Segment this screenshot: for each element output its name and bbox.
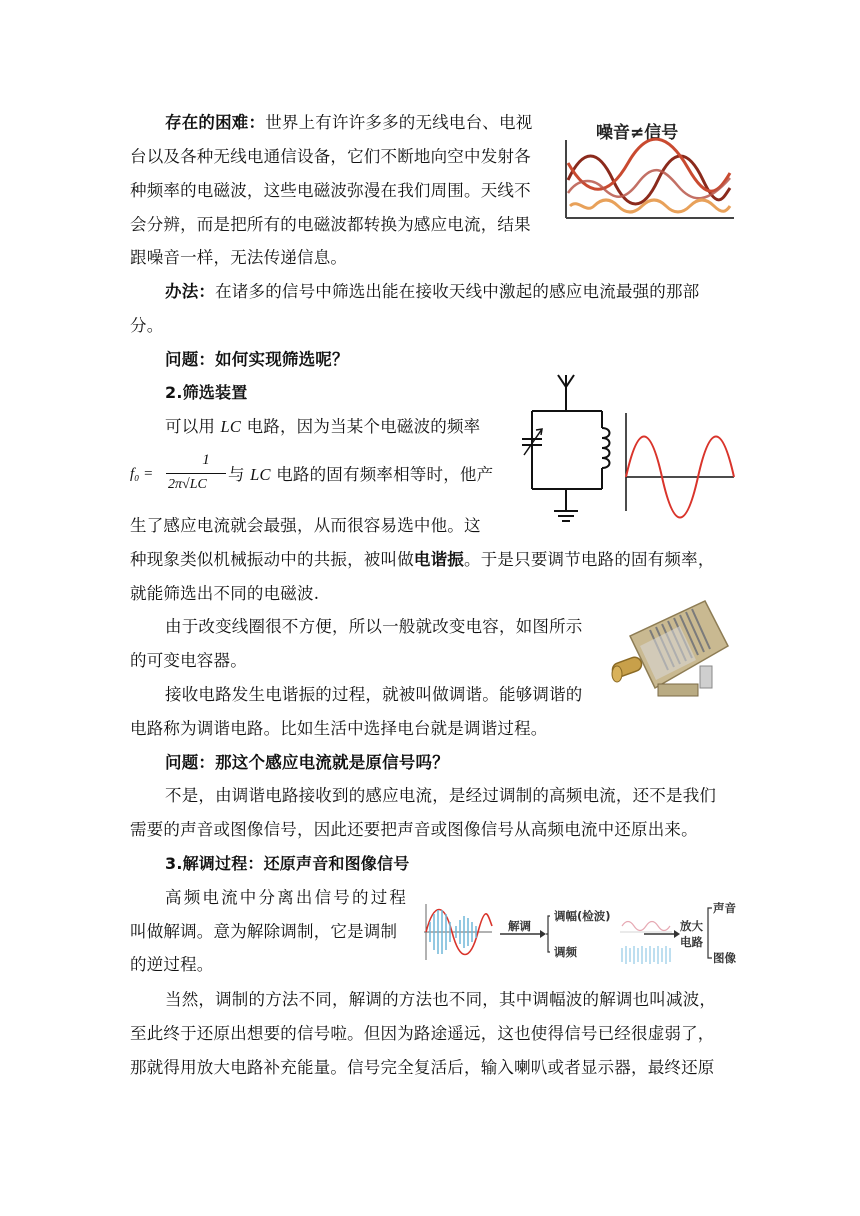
para5-line1: 接收电路发生电谐振的过程，就被叫做调谐。能够调谐的 (165, 685, 583, 704)
para4-line1: 由于改变线圈很不方便，所以一般就改变电容，如图所示 (165, 617, 583, 636)
para5-line2: 电路称为调谐电路。比如生活中选择电台就是调谐过程。 (130, 719, 548, 738)
para3-line2: 与 LC 电路的固有频率相等时，他产 (228, 465, 494, 484)
heading-2: 2.筛选装置 (165, 383, 248, 402)
question-1: 问题：如何实现筛选呢？ (165, 350, 349, 369)
heading-3: 3.解调过程：还原声音和图像信号 (165, 854, 410, 873)
variable-capacitor-graphic (610, 596, 732, 711)
para7-line1: 高频电流中分离出信号的过程 (165, 888, 409, 907)
para2-line2: 分。 (130, 316, 164, 335)
para6-line2: 需要的声音或图像信号，因此还要把声音或图像信号从高频电流中还原出来。 (130, 820, 698, 839)
para2-line1: 办法：在诸多的信号中筛选出能在接收天线中激起的感应电流最强的那部 (165, 282, 700, 301)
method-label: 办法： (165, 282, 216, 301)
electric-resonance-term: 电谐振 (413, 550, 465, 569)
question-2: 问题：那这个感应电流就是原信号吗？ (165, 753, 449, 772)
lc-circuit-figure (520, 373, 740, 531)
para6-line1: 不是，由调谐电路接收到的感应电流，是经过调制的高频电流，还不是我们 (165, 786, 717, 805)
formula-denominator: 2π√LC (168, 477, 207, 492)
para8-line3: 那就得用放大电路补充能量。信号完全复活后，输入喇叭或者显示器，最终还原 (130, 1058, 715, 1077)
para3-line1: 可以用 LC 电路，因为当某个电磁波的频率 (165, 417, 481, 436)
demodulation-graphic (422, 896, 742, 968)
fm-label: 调频 (554, 945, 577, 959)
para3-line4: 种现象类似机械振动中的共振，被叫做电谐振。于是只要调节电路的固有频率， (130, 550, 715, 569)
formula-numerator: 1 (202, 452, 210, 468)
demodulation-figure (422, 896, 742, 968)
noise-signal-figure (558, 118, 738, 226)
formula-lhs: f₀ = (130, 466, 154, 482)
lc-circuit-graphic (520, 373, 740, 531)
amp-label-1: 放大 (680, 919, 703, 933)
para7-line3: 的逆过程。 (130, 955, 214, 974)
para8-line1: 当然，调制的方法不同，解调的方法也不同，其中调幅波的解调也叫减波， (165, 990, 717, 1009)
para3-line3: 生了感应电流就会最强，从而很容易选中他。这 (130, 516, 481, 535)
sound-label: 声音 (713, 901, 736, 915)
demod-label: 解调 (508, 919, 531, 933)
para1-line2: 台以及各种无线电通信设备，它们不断地向空中发射各 (130, 147, 531, 166)
para7-line2: 叫做解调。意为解除调制，它是调制 (130, 922, 398, 941)
noise-signal-graphic (558, 118, 738, 226)
amp-label-2: 电路 (680, 935, 703, 949)
noise-figure-title: 噪音≠信号 (596, 123, 679, 143)
para1-line5: 跟噪音一样，无法传递信息。 (130, 248, 348, 267)
para4-line2: 的可变电容器。 (130, 651, 247, 670)
para1-line4: 会分辨，而是把所有的电磁波都转换为感应电流，结果 (130, 215, 531, 234)
para8-line2: 至此终于还原出想要的信号啦。但因为路途遥远，这也使得信号已经很虚弱了， (130, 1024, 715, 1043)
difficulty-label: 存在的困难： (165, 113, 266, 132)
am-label: 调幅(检波) (554, 909, 611, 923)
formula-fraction-bar (166, 473, 226, 474)
variable-capacitor-image (610, 596, 732, 711)
image-label: 图像 (713, 951, 736, 965)
para3-line5: 就能筛选出不同的电磁波. (130, 584, 320, 603)
para1-line1: 存在的困难：世界上有许许多多的无线电台、电视 (165, 113, 533, 132)
para1-line3: 种频率的电磁波，这些电磁波弥漫在我们周围。天线不 (130, 181, 531, 200)
